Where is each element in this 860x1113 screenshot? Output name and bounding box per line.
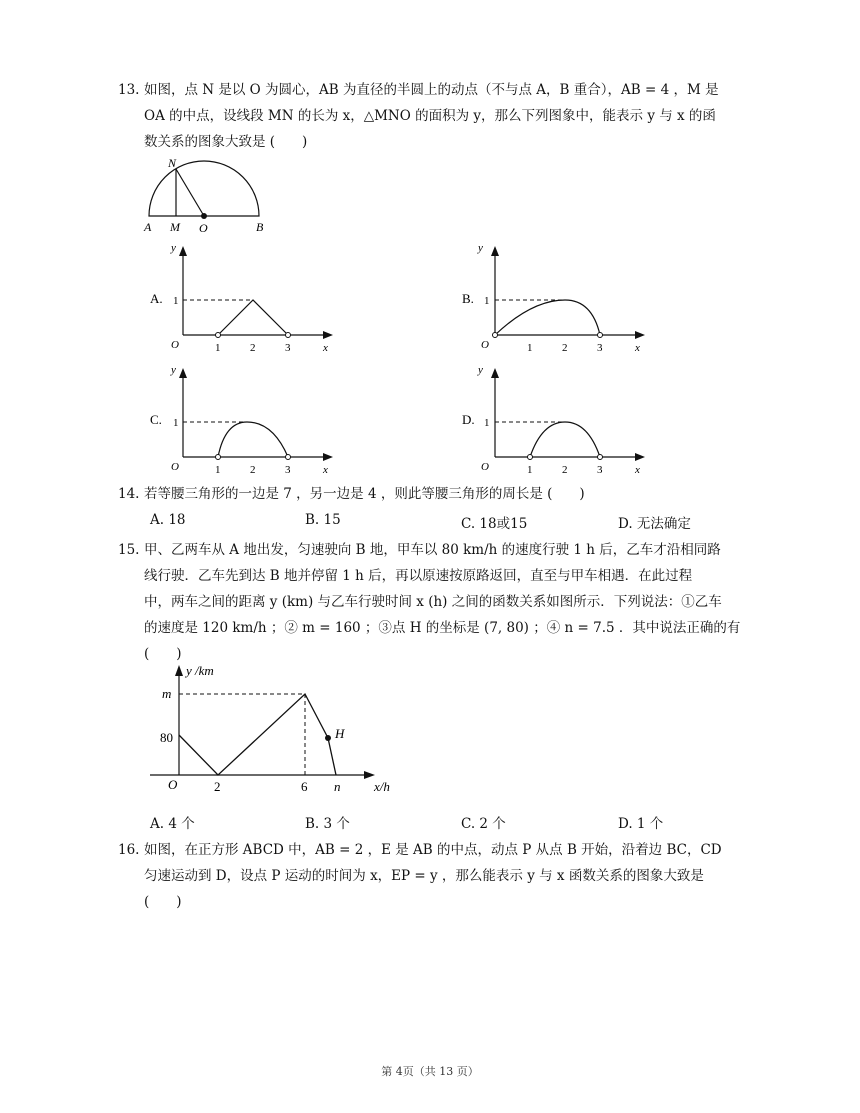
origin-label: O	[481, 339, 489, 351]
y-axis-label: y	[478, 364, 483, 376]
label-M: M	[170, 220, 180, 234]
one-label: 1	[484, 295, 490, 307]
origin-label: O	[171, 339, 179, 351]
x-axis-label: x	[635, 342, 640, 354]
tick-2: 2	[250, 342, 256, 354]
q15-option-a: A. 4 个	[150, 816, 195, 832]
tick-1: 1	[215, 464, 221, 476]
q13-semicircle-figure	[135, 155, 285, 237]
q15-number: 15.	[118, 542, 140, 558]
tick-1: 1	[527, 464, 533, 476]
option-d-letter: D.	[462, 412, 475, 427]
q15-text-line4: 的速度是 120 km/h ；② m = 160 ；③点 H 的坐标是 (7, 80) ；④ n = 7.5 ．其中说法正确的有	[144, 620, 741, 636]
q15-option-c: C. 2 个	[461, 816, 506, 832]
tick-1: 1	[527, 342, 533, 354]
page-footer: 第 4页（共 13 页）	[381, 1065, 479, 1078]
y-axis-label: y	[478, 242, 483, 254]
tick-2: 2	[562, 464, 568, 476]
x-axis-label: x	[635, 464, 640, 476]
tick-3: 3	[285, 342, 291, 354]
tick-6: 6	[301, 779, 308, 794]
q13-option-d-graph	[457, 362, 657, 477]
label-O: O	[199, 221, 208, 235]
option-c-letter: C.	[150, 412, 162, 427]
one-label: 1	[484, 417, 490, 429]
q14-option-b: B. 15	[305, 512, 341, 528]
q14-option-d: D. 无法确定	[618, 516, 691, 532]
tick-2: 2	[250, 464, 256, 476]
q15-text-line1: 甲、乙两车从 A 地出发，匀速驶向 B 地，甲车以 80 km/h 的速度行驶 1 h 后，乙车才沿相同路	[144, 542, 721, 558]
value-80-label: 80	[160, 730, 173, 745]
tick-3: 3	[597, 464, 603, 476]
q13-option-b-graph	[457, 240, 657, 355]
tick-1: 1	[215, 342, 221, 354]
point-h-label: H	[335, 726, 345, 741]
q13-text-line2: OA 的中点，设线段 MN 的长为 x，△MNO 的面积为 y，那么下列图象中，能表示 y 与 x 的函	[144, 108, 716, 124]
q13-option-c-graph	[145, 362, 345, 477]
q14-number: 14.	[118, 486, 140, 502]
label-A: A	[144, 220, 152, 234]
tick-3: 3	[285, 464, 291, 476]
label-N: N	[168, 156, 177, 170]
q15-option-b: B. 3 个	[305, 816, 350, 832]
q14-option-c: C. 18或15	[461, 516, 528, 532]
q13-option-a-graph	[145, 240, 345, 355]
x-axis-label: x/h	[374, 779, 390, 794]
y-axis-label: y	[171, 364, 176, 376]
m-label: m	[162, 686, 172, 701]
tick-3: 3	[597, 342, 603, 354]
x-axis-label: x	[323, 464, 328, 476]
q15-distance-graph	[150, 660, 400, 800]
option-b-letter: B.	[462, 291, 474, 306]
q15-option-d: D. 1 个	[618, 816, 664, 832]
q15-text-line5: ( )	[144, 646, 182, 662]
one-label: 1	[173, 295, 179, 307]
one-label: 1	[173, 417, 179, 429]
q15-text-line3: 中，两车之间的距离 y (km) 与乙车行驶时间 x (h) 之间的函数关系如图所示．下列说法：①乙车	[144, 594, 722, 610]
q16-text-line3: ( )	[144, 894, 182, 910]
q16-number: 16.	[118, 842, 140, 858]
origin-label: O	[171, 461, 179, 473]
tick-2: 2	[562, 342, 568, 354]
n-label: n	[334, 779, 341, 794]
q13-number: 13.	[118, 82, 140, 98]
y-axis-label: y /km	[186, 663, 214, 678]
origin-label: O	[168, 777, 178, 792]
origin-label: O	[481, 461, 489, 473]
x-axis-label: x	[323, 342, 328, 354]
q15-text-line2: 线行驶．乙车先到达 B 地并停留 1 h 后，再以原速按原路返回，直至与甲车相遇．在此过程	[144, 568, 693, 584]
q13-text-line3: 数关系的图象大致是 ( )	[144, 134, 308, 150]
q13-text-line1: 如图，点 N 是以 O 为圆心，AB 为直径的半圆上的动点（不与点 A，B 重合），AB = 4 ，M 是	[144, 82, 719, 98]
q16-text-line1: 如图，在正方形 ABCD 中，AB = 2 ，E 是 AB 的中点，动点 P 从点 B 开始，沿着边 BC，CD	[144, 842, 722, 858]
q14-text: 若等腰三角形的一边是 7 ，另一边是 4 ，则此等腰三角形的周长是 ( )	[144, 486, 585, 502]
q16-text-line2: 匀速运动到 D，设点 P 运动的时间为 x，EP = y ，那么能表示 y 与 x 函数关系的图象大致是	[144, 868, 704, 884]
option-a-letter: A.	[150, 291, 163, 306]
label-B: B	[256, 220, 264, 234]
q14-option-a: A. 18	[150, 512, 186, 528]
tick-2: 2	[214, 779, 221, 794]
y-axis-label: y	[171, 242, 176, 254]
